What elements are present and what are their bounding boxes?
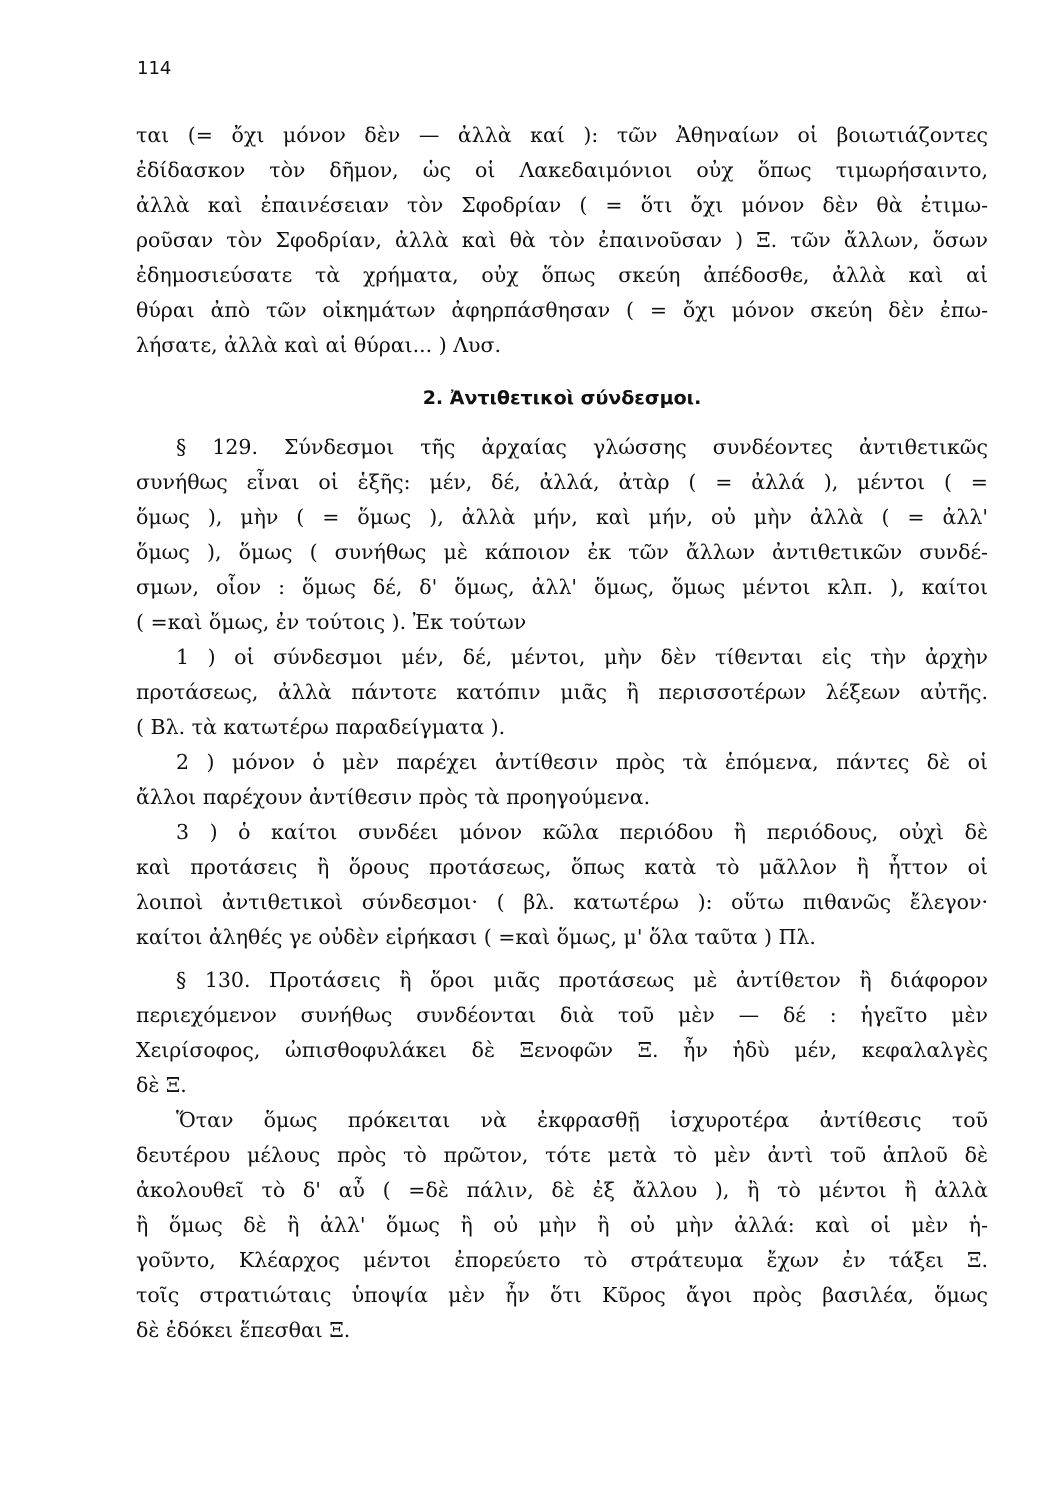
text-line: ὅμως ), ὅμως ( συνήθως μὲ κάποιον ἐκ τῶν ἄλλων ἀντιθετικῶν συνδέ- — [136, 540, 988, 564]
text-line: λοιποὶ ἀντιθετικοὶ σύνδεσμοι· ( βλ. κατωτέρω ): οὕτω πιθανῶς ἔλεγον· — [136, 890, 988, 914]
body-text — [136, 118, 988, 1348]
text-line: Χειρίσοφος, ὠπισθοφυλάκει δὲ Ξενοφῶν Ξ. ἦν ἡδὺ μέν, κεφαλαλγὲς — [136, 1038, 988, 1062]
text-line: ται (= ὄχι μόνον δὲν — ἀλλὰ καί ): τῶν Ἀθηναίων οἱ βοιωτιάζοντες — [136, 123, 988, 147]
text-line: ( Βλ. τὰ κατωτέρω παραδείγματα ). — [136, 715, 506, 739]
text-line: περιεχόμενον συνήθως συνδέονται διὰ τοῦ μὲν — δέ : ἡγεῖτο μὲν — [136, 1003, 988, 1027]
text-line: ἐδημοσιεύσατε τὰ χρήματα, οὐχ ὅπως σκεύη ἀπέδοσθε, ἀλλὰ καὶ αἱ — [136, 263, 988, 287]
text-line: τοῖς στρατιώταις ὑποψία μὲν ἦν ὅτι Κῦρος ἄγοι πρὸς βασιλέα, ὅμως — [136, 1283, 988, 1307]
text-line: καίτοι ἀληθές γε οὐδὲν εἰρήκασι ( =καὶ ὅμως, μ' ὅλα ταῦτα ) Πλ. — [136, 925, 816, 949]
text-line: γοῦντο, Κλέαρχος μέντοι ἐπορεύετο τὸ στράτευμα ἔχων ἐν τάξει Ξ. — [136, 1248, 988, 1272]
text-line: ἢ ὅμως δὲ ἢ ἀλλ' ὅμως ἢ οὐ μὴν ἢ οὐ μὴν ἀλλά: καὶ οἱ μὲν ἡ- — [136, 1213, 988, 1237]
text-line: σμων, οἷον : ὅμως δέ, δ' ὅμως, ἀλλ' ὅμως, ὅμως μέντοι κλπ. ), καίτοι — [136, 575, 988, 599]
text-line: ροῦσαν τὸν Σφοδρίαν, ἀλλὰ καὶ θὰ τὸν ἐπαινοῦσαν ) Ξ. τῶν ἄλλων, ὅσων — [136, 228, 988, 252]
text-line: ἀλλὰ καὶ ἐπαινέσειαν τὸν Σφοδρίαν ( = ὅτι ὄχι μόνον δὲν θὰ ἐτιμω- — [136, 193, 988, 217]
text-line: καὶ προτάσεις ἢ ὅρους προτάσεως, ὅπως κατὰ τὸ μᾶλλον ἢ ἧττον οἱ — [136, 855, 988, 879]
text-line: ἀκολουθεῖ τὸ δ' αὖ ( =δὲ πάλιν, δὲ ἐξ ἄλλου ), ἢ τὸ μέντοι ἢ ἀλλὰ — [136, 1178, 988, 1202]
paragraph-130-start: § 130. Προτάσεις ἢ ὅροι μιᾶς προτάσεως μὲ ἀντίθετον ἢ διάφορον — [176, 968, 988, 992]
section-heading: 2. Ἀντιθετικοὶ σύνδεσμοι. — [422, 387, 702, 409]
list-item-3: 3 ) ὁ καίτοι συνδέει μόνον κῶλα περιόδου ἢ περιόδους, οὐχὶ δὲ — [176, 820, 988, 844]
text-line: ἐδίδασκον τὸν δῆμον, ὡς οἱ Λακεδαιμόνιοι οὐχ ὅπως τιμωρήσαιντο, — [136, 158, 988, 182]
text-line: δευτέρου μέλους πρὸς τὸ πρῶτον, τότε μετὰ τὸ μὲν ἀντὶ τοῦ ἁπλοῦ δὲ — [136, 1143, 988, 1167]
list-item-1: 1 ) οἱ σύνδεσμοι μέν, δέ, μέντοι, μὴν δὲν τίθενται εἰς τὴν ἀρχὴν — [176, 645, 988, 669]
list-item-2: 2 ) μόνον ὁ μὲν παρέχει ἀντίθεσιν πρὸς τὰ ἑπόμενα, πάντες δὲ οἱ — [176, 750, 988, 774]
text-line: ἄλλοι παρέχουν ἀντίθεσιν πρὸς τὰ προηγούμενα. — [136, 785, 651, 809]
text-line: δὲ Ξ. — [136, 1073, 187, 1097]
text-line: θύραι ἀπὸ τῶν οἰκημάτων ἀφηρπάσθησαν ( = ὄχι μόνον σκεύη δὲν ἐπω- — [136, 298, 988, 322]
page-number: 114 — [137, 58, 172, 79]
text-line: ὅμως ), μὴν ( = ὅμως ), ἀλλὰ μήν, καὶ μήν, οὐ μὴν ἀλλὰ ( = ἀλλ' — [136, 505, 988, 529]
text-line: λήσατε, ἀλλὰ καὶ αἱ θύραι... ) Λυσ. — [136, 333, 501, 357]
paragraph-129-start: § 129. Σύνδεσμοι τῆς ἀρχαίας γλώσσης συνδέοντες ἀντιθετικῶς — [176, 435, 988, 459]
text-line: συνήθως εἶναι οἱ ἑξῆς: μέν, δέ, ἀλλά, ἀτὰρ ( = ἀλλά ), μέντοι ( = — [136, 470, 988, 494]
text-line: ( =καὶ ὅμως, ἐν τούτοις ). Ἐκ τούτων — [136, 610, 527, 634]
text-line: δὲ ἐδόκει ἕπεσθαι Ξ. — [136, 1318, 351, 1342]
text-line: προτάσεως, ἀλλὰ πάντοτε κατόπιν μιᾶς ἢ περισσοτέρων λέξεων αὐτῆς. — [136, 680, 988, 704]
paragraph-start: Ὅταν ὅμως πρόκειται νὰ ἐκφρασθῇ ἰσχυροτέρα ἀντίθεσις τοῦ — [176, 1108, 988, 1132]
